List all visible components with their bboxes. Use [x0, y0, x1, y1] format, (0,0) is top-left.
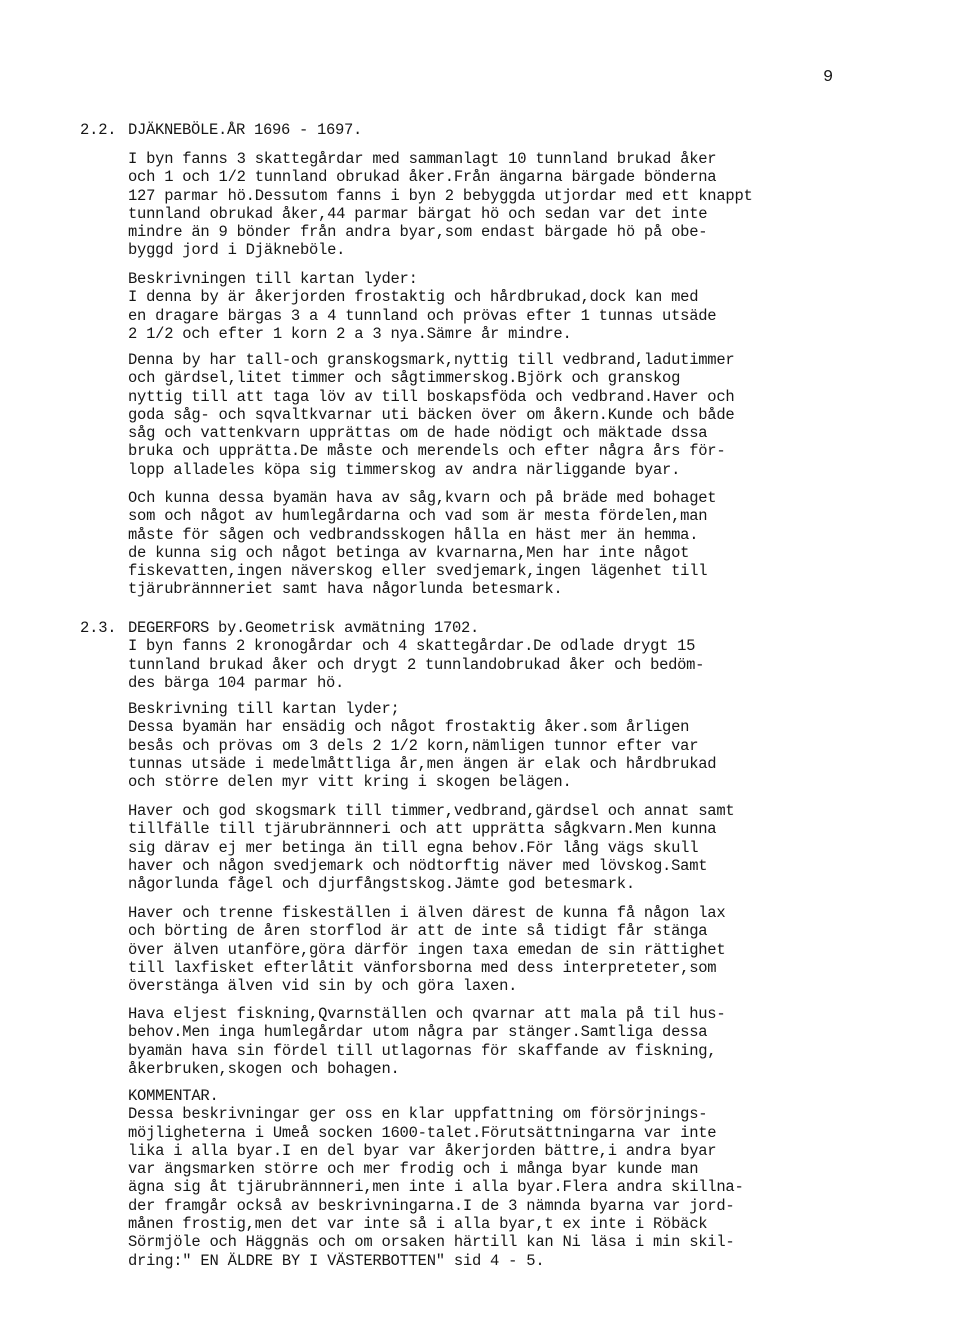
- text-line: besås och prövas om 3 dels 2 1/2 korn,nämligen tunnor efter var: [128, 736, 699, 755]
- text-line: byamän hava sin fördel till utlagornas för skaffande av fiskning,: [128, 1041, 717, 1060]
- text-line: Beskrivningen till kartan lyder:: [128, 270, 418, 288]
- text-line: goda såg- och sqvaltkvarnar uti bäcken över om åkern.Kunde och både: [128, 405, 735, 424]
- text-line: Haver och god skogsmark till timmer,vedbrand,gärdsel och annat samt: [128, 802, 735, 820]
- text-line: der framgår också av beskrivningarna.I de 3 nämnda byarna var jord-: [128, 1196, 735, 1215]
- section-number: 2.3.: [80, 619, 117, 637]
- text-line: Haver och trenne fiskeställen i älven därest de kunna få någon lax: [128, 904, 726, 922]
- paragraph: [128, 121, 888, 139]
- text-line: såg och vattenkvarn upprättas om de hade nödigt och mäktade dssa: [128, 424, 708, 443]
- paragraph: [128, 1087, 888, 1270]
- paragraph: [128, 1005, 888, 1078]
- paragraph: [128, 700, 888, 791]
- text-line: KOMMENTAR.: [128, 1087, 219, 1105]
- text-line: 127 parmar hö.Dessutom fanns i byn 2 bebyggda utjordar med ett knappt: [128, 186, 753, 205]
- text-line: måste för sågen och vedbrandsskogen hålla en häst mer än hemma.: [128, 525, 699, 544]
- text-line: Hava eljest fiskning,Qvarnställen och qvarnar att mala på til hus-: [128, 1005, 726, 1023]
- text-line: ägna sig åt tjärubrännneri,men inte i alla byar.Flera andra skillna-: [128, 1178, 744, 1197]
- text-line: byggd jord i Djäkneböle.: [128, 241, 346, 260]
- text-line: dring:" EN ÄLDRE BY I VÄSTERBOTTEN" sid 4 - 5.: [128, 1251, 545, 1270]
- text-line: Dessa byamän har ensädig och något frostaktig åker.som årligen: [128, 718, 690, 737]
- text-line: Dessa beskrivningar ger oss en klar uppfattning om försörjnings-: [128, 1105, 708, 1124]
- section-number: 2.2.: [80, 121, 117, 139]
- text-line: till laxfisket efterlåtit vänforsborna med dess interpreteter,som: [128, 958, 717, 977]
- text-line: och gärdsel,litet timmer och sågtimmerskog.Björk och granskog: [128, 369, 681, 388]
- text-line: 2 1/2 och efter 1 korn 2 a 3 nya.Sämre år mindre.: [128, 324, 572, 343]
- text-line: någorlunda fågel och djurfångstskog.Jämte god betesmark.: [128, 875, 635, 894]
- text-line: över älven utanföre,göra därför ingen taxa emedan de sin rättighet: [128, 940, 726, 959]
- text-line: tunnland obrukad åker,44 parmar bärgat hö och sedan var det inte: [128, 204, 708, 223]
- text-line: DJÄKNEBÖLE.ÅR 1696 - 1697.: [128, 121, 363, 139]
- paragraph: [128, 802, 888, 893]
- text-line: tjärubrännneriet samt hava någorlunda betesmark.: [128, 580, 563, 599]
- text-line: behov.Men inga humlegårdar utom några par stänger.Samtliga dessa: [128, 1023, 708, 1042]
- paragraph: [128, 904, 888, 995]
- text-line: och större delen myr vitt kring i skogen belägen.: [128, 773, 572, 792]
- paragraph: [128, 150, 888, 260]
- text-line: Och kunna dessa byamän hava av såg,kvarn och på bräde med bohaget: [128, 489, 717, 507]
- paragraph: [128, 489, 888, 599]
- text-line: tunnland brukad åker och drygt 2 tunnlandobrukad åker och bedöm-: [128, 655, 705, 674]
- text-line: möjligheterna i Umeå socken 1600-talet.Förutsättningarna var inte: [128, 1123, 717, 1142]
- text-line: I byn fanns 3 skattegårdar med sammanlagt 10 tunnland brukad åker: [128, 150, 717, 168]
- text-line: mindre än 9 bönder från andra byar,som endast bärgade hö på obe-: [128, 223, 708, 242]
- text-line: des bärga 104 parmar hö.: [128, 673, 345, 692]
- text-line: haver och någon svedjemark och nödtorftig näver med lövskog.Samt: [128, 856, 708, 875]
- text-line: bruka och upprätta.De måste och merendels och efter några års för-: [128, 442, 726, 461]
- text-line: sig därav ej mer betinga än till egna behov.För lång vägs skull: [128, 838, 699, 857]
- page-number: 9: [823, 68, 834, 87]
- text-line: fiskevatten,ingen näverskog eller svedjemark,ingen lägenhet till: [128, 562, 708, 581]
- paragraph: [128, 351, 888, 479]
- text-line: de kunna sig och något betinga av kvarnarna,Men har inte något: [128, 543, 690, 562]
- text-line: åkerbruken,skogen och bohagen.: [128, 1059, 400, 1078]
- text-line: Beskrivning till kartan lyder;: [128, 700, 400, 718]
- text-line: tillfälle till tjärubrännneri och att upprätta sågkvarn.Men kunna: [128, 820, 717, 839]
- paragraph: [128, 619, 888, 692]
- text-line: månen frostig,men det var inte så i alla byar,t ex inte i Röbäck: [128, 1215, 708, 1234]
- text-line: en dragare bärgas 3 a 4 tunnland och prövas efter 1 tunnas utsäde: [128, 306, 717, 325]
- text-line: tunnas utsäde i medelmåttliga år,men ängen är elak och hårdbrukad: [128, 754, 717, 773]
- text-line: nyttig till att taga löv av till boskapsföda och vedbrand.Haver och: [128, 387, 735, 406]
- text-line: DEGERFORS by.Geometrisk avmätning 1702.: [128, 619, 480, 637]
- text-line: I denna by är åkerjorden frostaktig och hårdbrukad,dock kan med: [128, 288, 699, 307]
- text-line: var ängsmarken större och mer frodig och i många byar kunde man: [128, 1160, 699, 1179]
- text-line: Denna by har tall-och granskogsmark,nyttig till vedbrand,ladutimmer: [128, 351, 735, 369]
- text-line: och börting de åren storflod är att de inte så tidigt får stänga: [128, 922, 708, 941]
- text-line: och 1 och 1/2 tunnland obrukad åker.Från ängarna bärgade bönderna: [128, 168, 717, 187]
- text-line: lopp alladeles köpa sig timmerskog av andra närliggande byar.: [128, 460, 681, 479]
- text-line: som och något av humlegårdarna och vad som är mesta fördelen,man: [128, 507, 708, 526]
- paragraph: [128, 270, 888, 343]
- text-line: överstänga älven vid sin by och göra laxen.: [128, 977, 518, 996]
- text-line: I byn fanns 2 kronogårdar och 4 skattegårdar.De odlade drygt 15: [128, 637, 696, 656]
- text-line: Sörmjöle och Häggnäs och om orsaken härtill kan Ni läsa i min skil-: [128, 1233, 735, 1252]
- text-line: lika i alla byar.I en del byar var åkerjorden bättre,i andra byar: [128, 1141, 717, 1160]
